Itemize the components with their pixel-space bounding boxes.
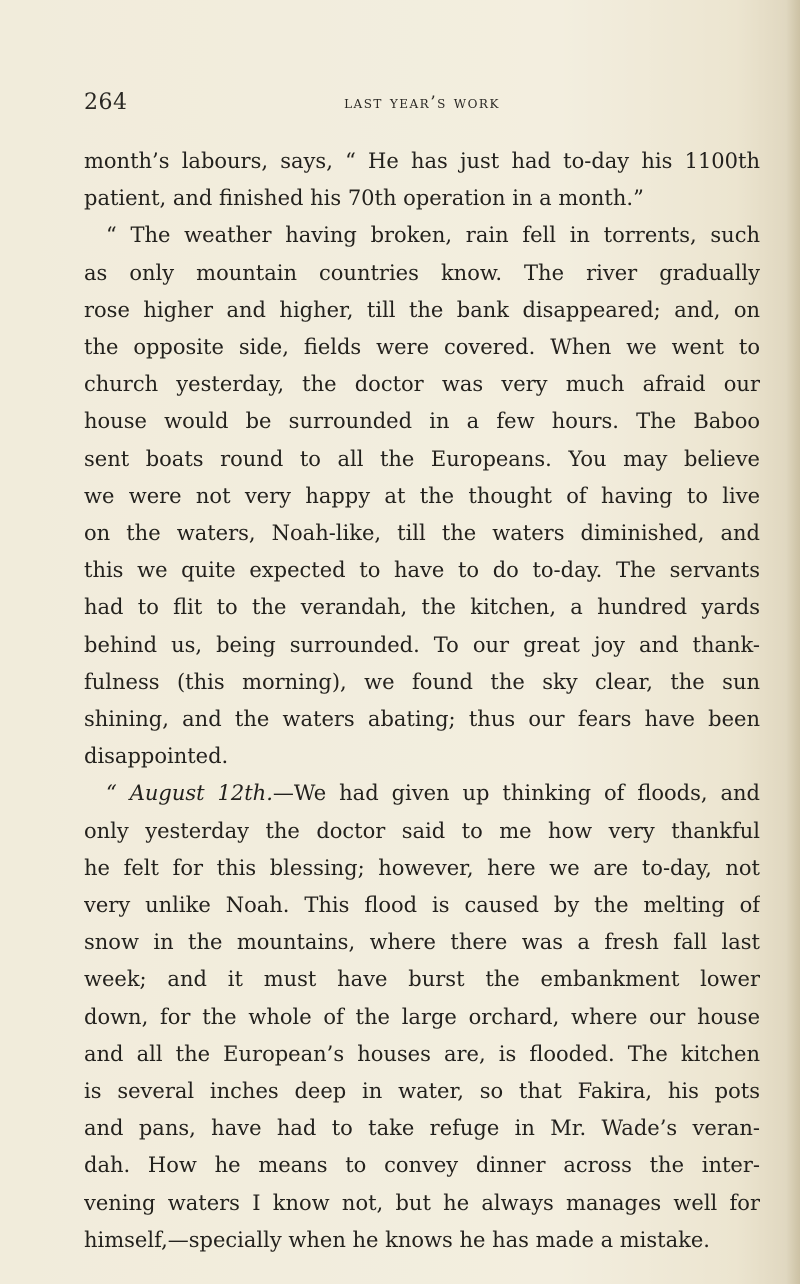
text-line: this we quite expected to have to do to-day. The servants [84,558,760,583]
text-line: fulness (this morning), we found the sky clear, the sun [84,669,760,694]
text-line: “ The weather having broken, rain fell in torrents, such [106,223,760,248]
page-header [84,90,760,130]
dated-line [84,775,760,812]
text-line: is several inches deep in water, so that Fakira, his pots [84,1079,760,1104]
text-line: as only mountain countries know. The river gradually [84,260,760,285]
text-line: we were not very happy at the thought of having to live [84,483,760,508]
page-number: 264 [84,90,128,115]
text-line: vening waters I know not, but he always manages well for [84,1190,760,1215]
text-line: very unlike Noah. This flood is caused by the melting of [84,893,760,918]
text-line: shining, and the waters abating; thus our fears have been [84,707,760,732]
text-line: patient, and finished his 70th operation in a month.” [84,186,644,211]
text-line: the opposite side, fields were covered. When we went to [84,335,760,360]
text-line: behind us, being surrounded. To our great joy and thank- [84,632,760,657]
text-line: only yesterday the doctor said to me how very thankful [84,818,760,843]
text-line: snow in the mountains, where there was a fresh fall last [84,930,760,955]
text-line: rose higher and higher, till the bank disappeared; and, on [84,297,760,322]
text-line: on the waters, Noah-like, till the waters diminished, and [84,521,760,546]
text-line: himself,—specially when he knows he has made a mistake. [84,1227,710,1252]
text-line: had to flit to the verandah, the kitchen, a hundred yards [84,595,760,620]
text-line: church yesterday, the doctor was very much afraid our [84,372,760,397]
text-line: dah. How he means to convey dinner across the inter- [84,1153,760,1178]
date-label: “ August 12th. [106,781,273,806]
text-line: he felt for this blessing; however, here we are to-day, not [84,855,760,880]
running-head: last year’s work [344,93,500,113]
text-line: sent boats round to all the Europeans. You may believe [84,446,760,471]
text-line: month’s labours, says, “ He has just had to-day his 1100th [84,149,760,173]
text-line: house would be surrounded in a few hours. The Baboo [84,409,760,434]
text-line: down, for the whole of the large orchard, where our house [84,1004,760,1029]
text-line: and all the European’s houses are, is flooded. The kitchen [84,1041,760,1066]
text-line: and pans, have had to take refuge in Mr. Wade’s veran- [84,1116,760,1141]
text-line: week; and it must have burst the embankment lower [84,967,760,992]
dated-line-text: —We had given up thinking of floods, and [272,781,760,806]
page-edge-shadow [786,0,800,1284]
body-text [84,143,760,1259]
text-line: disappointed. [84,744,229,769]
